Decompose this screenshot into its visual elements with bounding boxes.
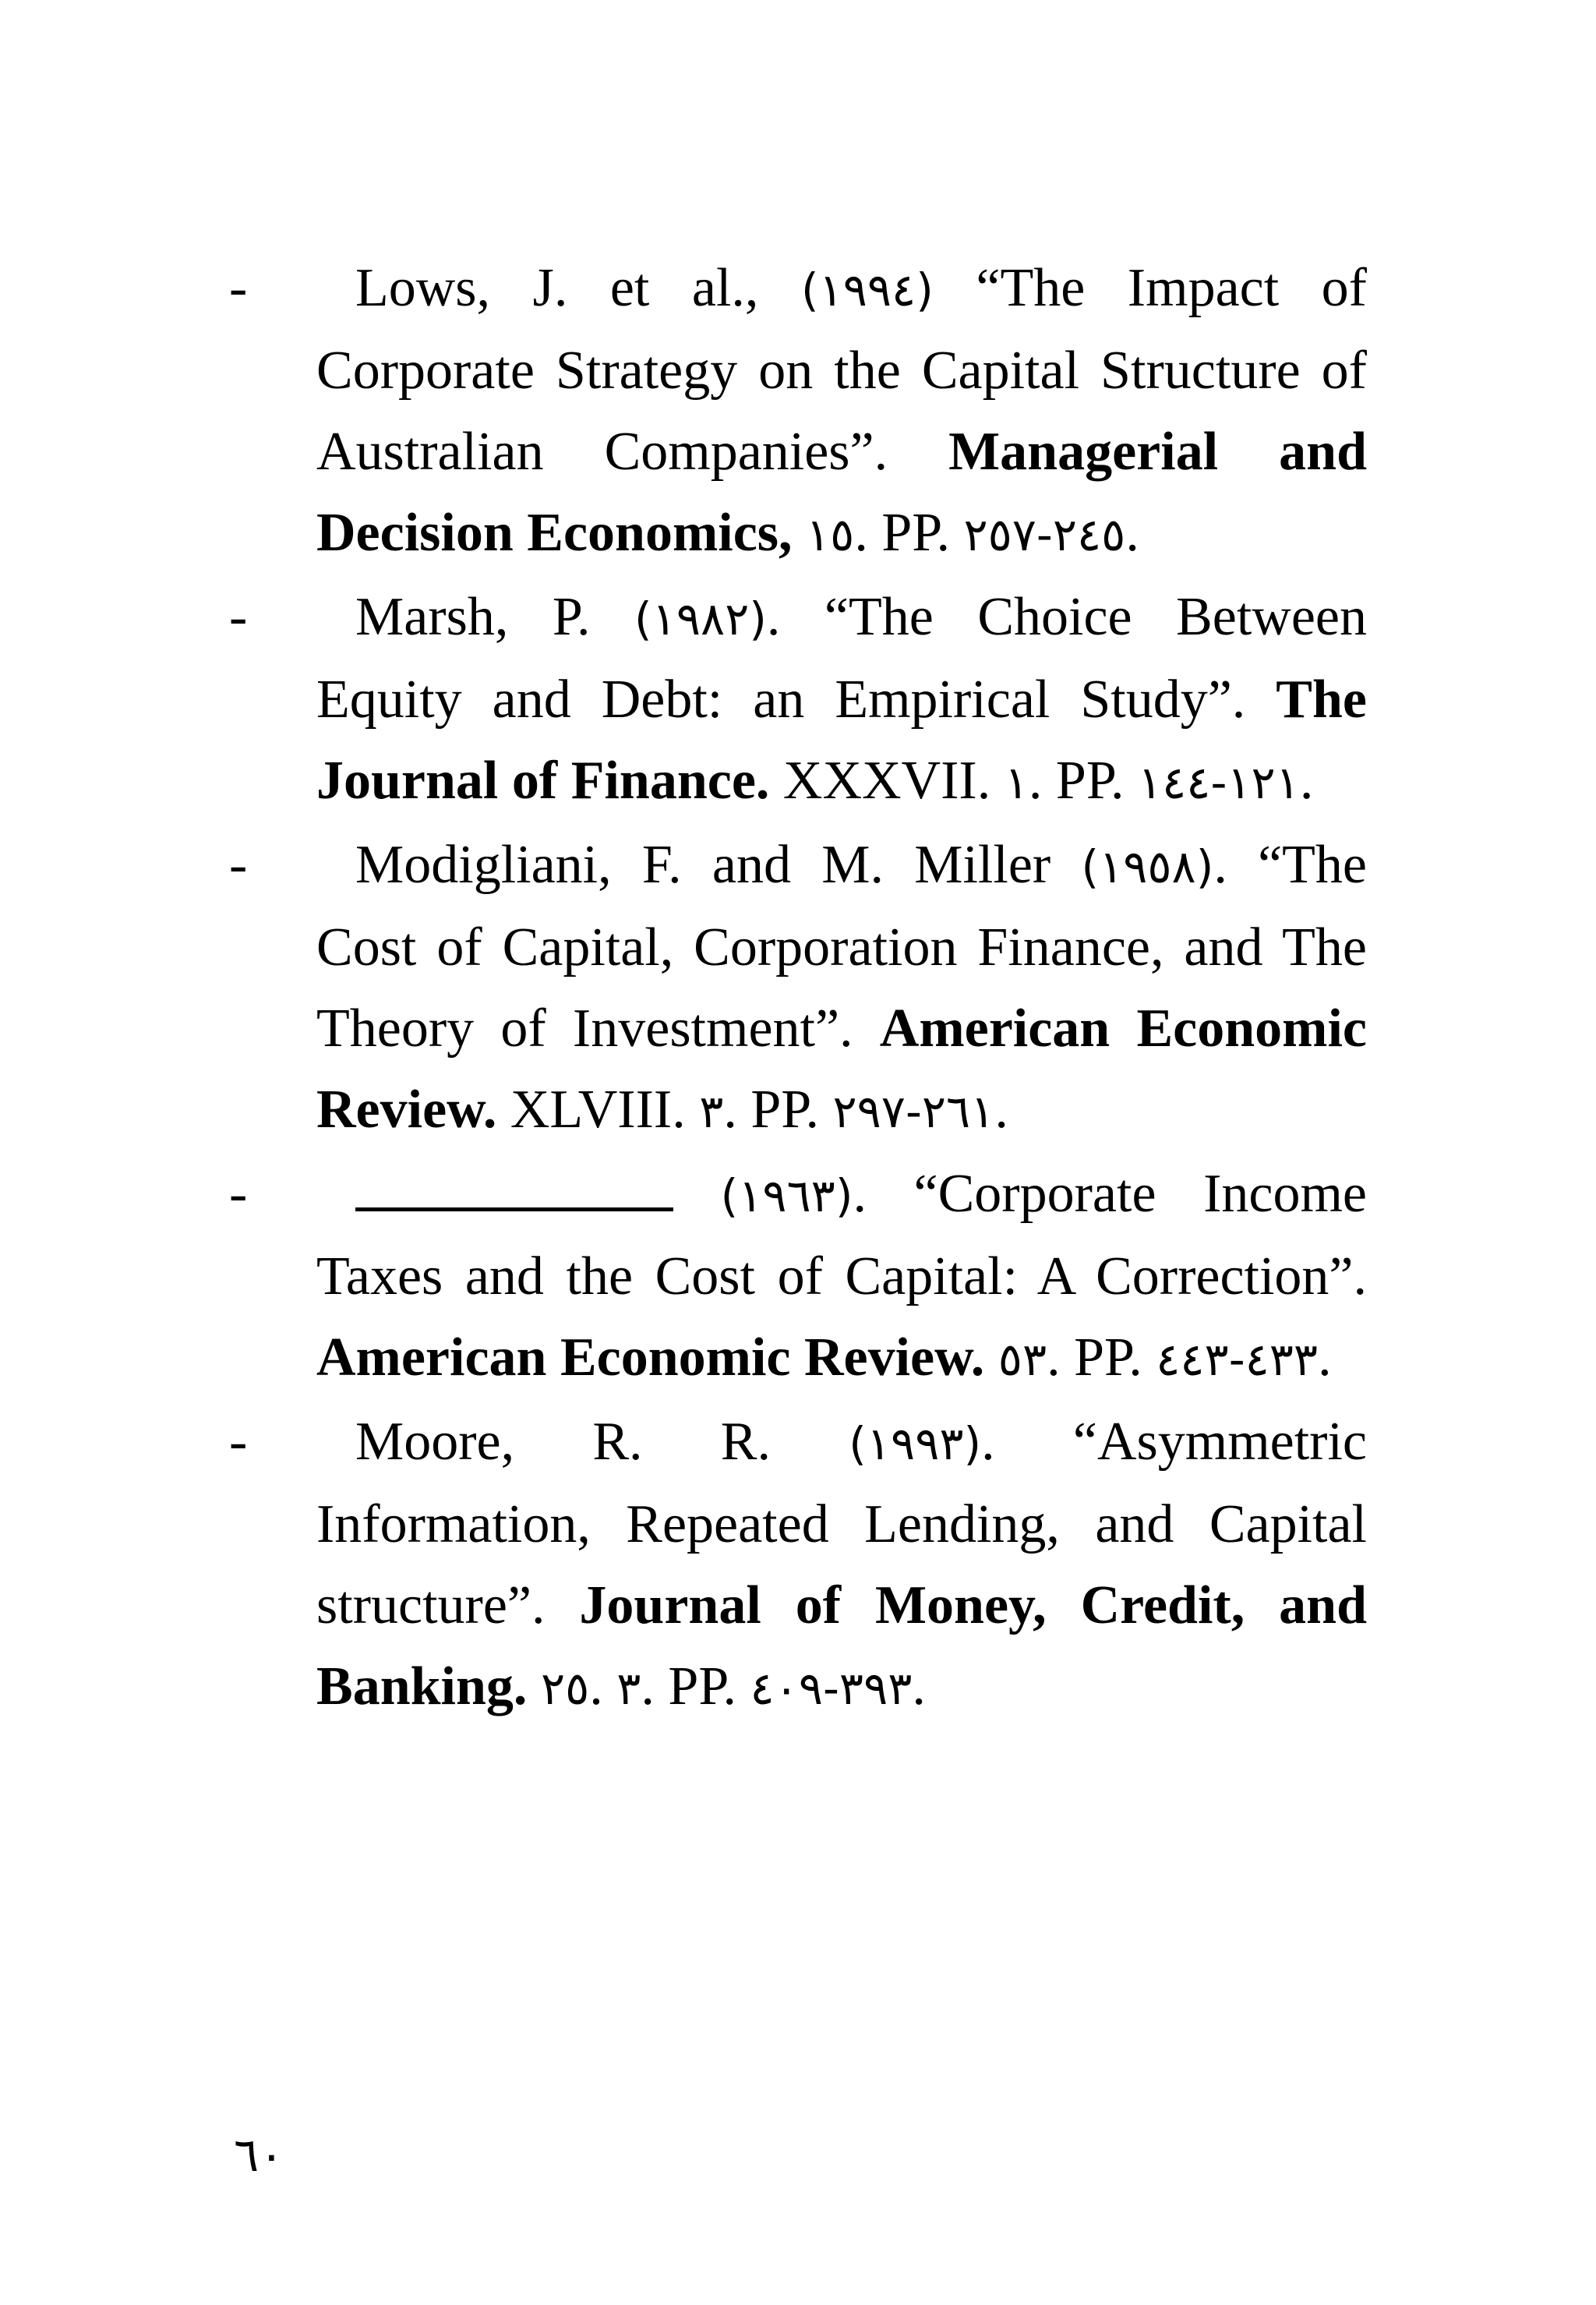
list-bullet: - xyxy=(229,587,248,647)
reference-volume: ٥٣ xyxy=(998,1333,1047,1386)
reference-text xyxy=(234,248,1367,575)
reference-volume: ١٥ xyxy=(806,508,855,561)
reference-authors: Modigliani, F. and M. Miller xyxy=(355,835,1082,895)
reference-year: (١٩٦٣) xyxy=(720,1169,853,1222)
reference-end: . xyxy=(1318,1327,1332,1388)
reference-entry xyxy=(229,248,1367,575)
reference-text xyxy=(234,577,1367,823)
reference-pages: ٣٩٣-٤٠٩ xyxy=(750,1662,913,1715)
reference-end: . xyxy=(1125,503,1139,563)
reference-year: (١٩٥٨) xyxy=(1081,840,1214,893)
reference-entry xyxy=(229,1154,1367,1400)
reference-year: (١٩٩٤) xyxy=(800,263,934,316)
reference-title: “The Impact of Corporate Strategy on the Capital Structure of Australian Companies”. xyxy=(316,258,1367,482)
reference-volume: ٢٥ xyxy=(540,1662,590,1715)
list-bullet: - xyxy=(229,835,248,895)
reference-end: . xyxy=(912,1656,926,1716)
reference-end: . xyxy=(1299,751,1314,811)
reference-journal: American Economic Review. xyxy=(316,999,1367,1140)
reference-journal: Journal of Money, Credit, and Banking. xyxy=(316,1575,1368,1716)
reference-journal: Managerial and Decision Economics, xyxy=(316,422,1367,563)
reference-list xyxy=(229,248,1368,1731)
reference-separator: . xyxy=(589,1656,617,1716)
reference-volume: ٣ xyxy=(699,1085,724,1138)
reference-pages: ٢٦١-٢٩٧ xyxy=(832,1085,995,1138)
reference-end: . xyxy=(994,1080,1008,1140)
reference-text xyxy=(234,825,1367,1152)
reference-volume-prefix: XXXVII. xyxy=(769,751,1005,811)
reference-pages-label: . PP. xyxy=(1028,751,1138,811)
reference-pages: ١٢١-١٤٤ xyxy=(1138,756,1300,809)
reference-entry xyxy=(229,577,1367,823)
list-bullet: - xyxy=(229,258,248,318)
reference-entry xyxy=(229,825,1367,1152)
reference-pages: ٢٤٥-٢٥٧ xyxy=(963,508,1126,561)
reference-pages-label: . PP. xyxy=(641,1656,750,1716)
reference-text xyxy=(234,1402,1367,1729)
reference-title: . “The Cost of Capital, Corporation Finance, and The Theory of Investment”. xyxy=(316,835,1367,1059)
list-bullet: - xyxy=(229,1412,248,1472)
reference-title: . “Corporate Income Taxes and the Cost of Capital: A Correction”. xyxy=(316,1164,1367,1306)
reference-journal: The Journal of Finance. xyxy=(316,670,1367,811)
reference-volume-prefix: XLVIII. xyxy=(496,1080,700,1140)
reference-authors: Lows, J. et al., xyxy=(355,258,801,318)
reference-year: (١٩٩٣) xyxy=(849,1417,982,1470)
reference-pages-label: . PP. xyxy=(1047,1327,1156,1388)
page-number: ٦٠ xyxy=(234,2128,284,2183)
reference-pages-label: . PP. xyxy=(854,503,964,563)
reference-pages-label: . PP. xyxy=(723,1080,833,1140)
reference-authors: Marsh, P. xyxy=(355,587,635,647)
reference-volume: ١ xyxy=(1004,756,1029,809)
reference-pages: ٤٣٣-٤٤٣ xyxy=(1156,1333,1319,1386)
reference-issue: ٣ xyxy=(616,1662,641,1715)
author-repeat-blank xyxy=(355,1164,673,1211)
reference-title: . “Asymmetric Information, Repeated Lending, and Capital structure”. xyxy=(316,1412,1367,1635)
reference-year: (١٩٨٢) xyxy=(634,592,767,645)
reference-journal: American Economic Review. xyxy=(316,1327,985,1388)
reference-text xyxy=(234,1154,1367,1400)
reference-entry xyxy=(229,1402,1368,1729)
reference-authors: Moore, R. R. xyxy=(355,1412,849,1472)
reference-title: . “The Choice Between Equity and Debt: an Empirical Study”. xyxy=(316,587,1367,730)
list-bullet: - xyxy=(229,1164,248,1224)
